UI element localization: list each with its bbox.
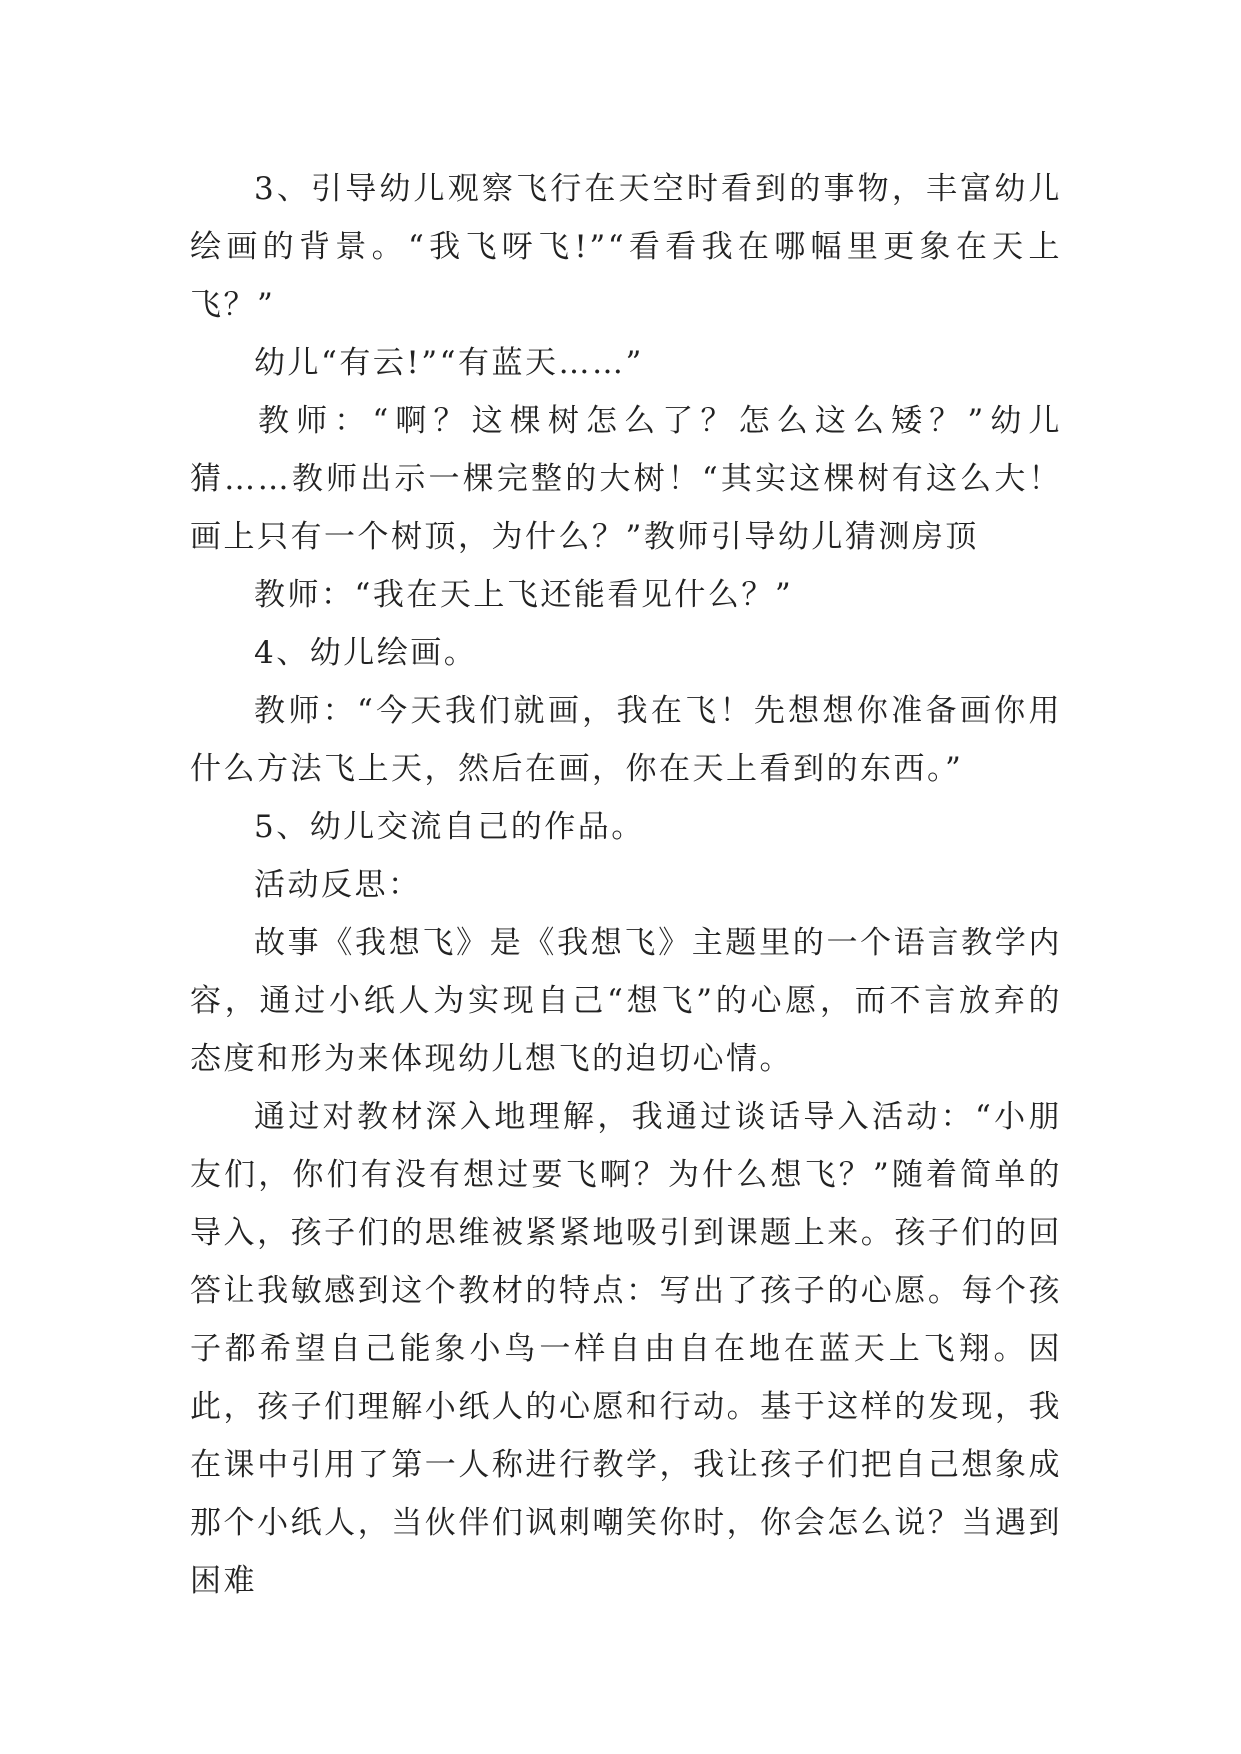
paragraph-teacher-tree: 教师：“啊？这棵树怎么了？怎么这么矮？”幼儿猜……教师出示一棵完整的大树！“其实这棵树有这么大！画上只有一个树顶，为什么？”教师引导幼儿猜测房顶 [190, 403, 1062, 555]
paragraph-teacher-question: 教师：“我在天上飞还能看见什么？” [254, 577, 794, 613]
paragraph-reflection-heading: 活动反思： [254, 867, 422, 903]
paragraph-step-4: 4、幼儿绘画。 [254, 635, 478, 671]
paragraph-children-answer: 幼儿“有云!”“有蓝天……” [254, 345, 644, 381]
paragraph-step-3: 3、引导幼儿观察飞行在天空时看到的事物，丰富幼儿绘画的背景。“我飞呀飞!”“看看我在哪幅里更象在天上飞？” [190, 171, 1062, 323]
paragraph-step-5: 5、幼儿交流自己的作品。 [254, 809, 645, 845]
paragraph-reflection-story: 故事《我想飞》是《我想飞》主题里的一个语言教学内容，通过小纸人为实现自己“想飞”的心愿，而不言放弃的态度和形为来体现幼儿想飞的迫切心情。 [190, 925, 1062, 1077]
paragraph-reflection-analysis: 通过对教材深入地理解，我通过谈话导入活动：“小朋友们，你们有没有想过要飞啊？为什么想飞？”随着简单的导入，孩子们的思维被紧紧地吸引到课题上来。孩子们的回答让我敏感到这个教材的特点：写出了孩子的心愿。每个孩子都希望自己能象小鸟一样自由自在地在蓝天上飞翔。因此，孩子们理解小纸人的心愿和行动。基于这样的发现，我在课中引用了第一人称进行教学，我让孩子们把自己想象成那个小纸人，当伙伴们讽刺嘲笑你时，你会怎么说？当遇到困难 [190, 1099, 1062, 1599]
paragraph-teacher-instruction: 教师：“今天我们就画，我在飞！先想想你准备画你用什么方法飞上天，然后在画，你在天上看到的东西。” [190, 693, 1062, 787]
document-body [190, 160, 1062, 1610]
